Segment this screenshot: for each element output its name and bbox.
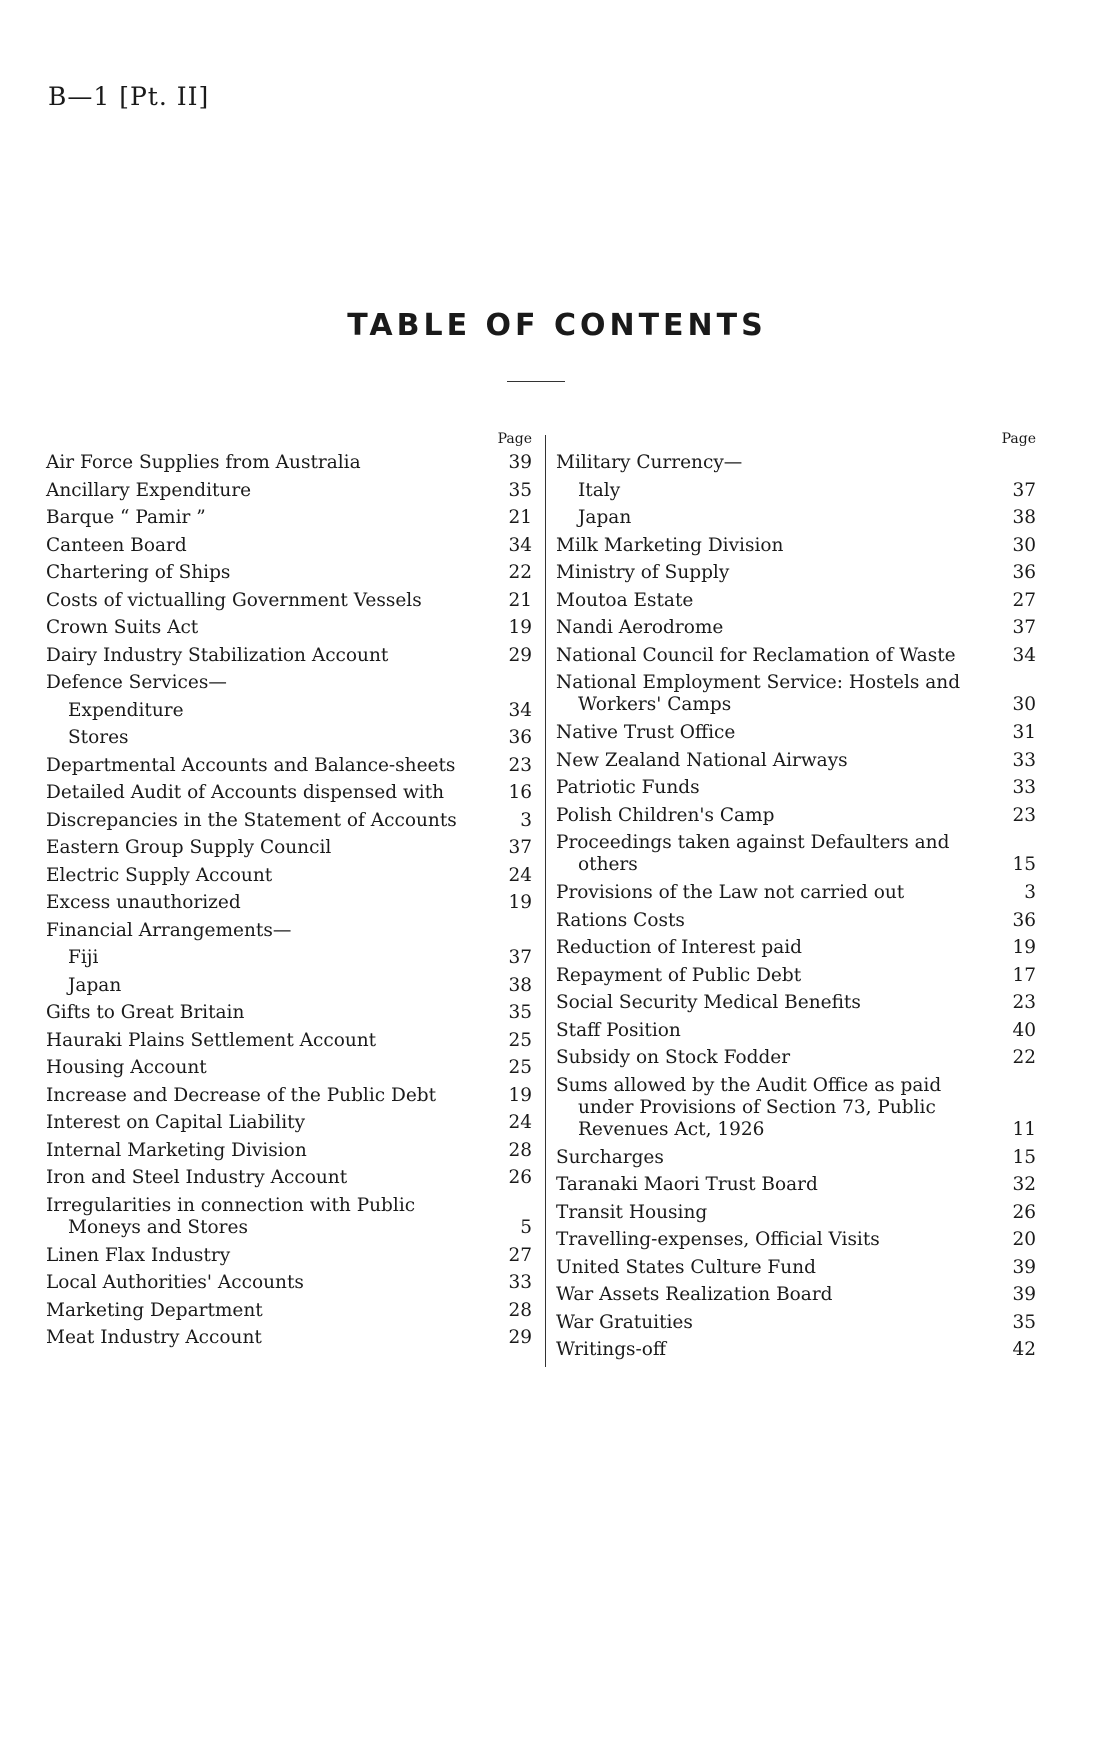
entry-label: Transit Housing: [556, 1201, 708, 1223]
contents-entry: [46, 1192, 536, 1242]
contents-entry: [556, 989, 1040, 1017]
contents-entry: [46, 752, 536, 780]
entry-label: Costs of victualling Government Vessels: [46, 589, 422, 611]
entry-page-number: 22: [508, 562, 532, 583]
contents-entry: [556, 1309, 1040, 1337]
contents-entry: [556, 774, 1040, 802]
entry-label: Japan: [68, 974, 122, 996]
entry-page-number: 25: [508, 1057, 532, 1078]
contents-entry: [46, 587, 536, 615]
entry-page-number: 24: [508, 1112, 532, 1133]
contents-entry: [46, 1242, 536, 1270]
contents-entry: [556, 829, 1040, 879]
contents-entry: [46, 1164, 536, 1192]
contents-entry: [46, 1109, 536, 1137]
contents-entry: [46, 779, 536, 807]
entry-page-number: 23: [508, 754, 532, 776]
entry-label: Departmental Accounts and Balance-sheets: [46, 754, 456, 776]
contents-entry: [46, 559, 536, 587]
contents-entry: [46, 642, 536, 670]
contents-entry: [46, 1027, 536, 1055]
entry-page-number: 23: [1012, 804, 1036, 826]
entry-page-number: 34: [508, 534, 532, 556]
entry-label: Social Security Medical Benefits: [556, 992, 861, 1013]
entry-page-number: 5: [520, 1216, 532, 1238]
entry-label: Travelling-expenses, Official Visits: [556, 1229, 880, 1250]
entry-page-number: 27: [508, 1244, 532, 1266]
entry-page-number: 24: [508, 864, 532, 886]
entry-label-line: Irregularities in connection with Public: [46, 1194, 416, 1216]
entry-label: War Assets Realization Board: [556, 1284, 833, 1305]
entry-page-number: 23: [1012, 992, 1036, 1013]
entry-page-number: 38: [508, 974, 532, 996]
entry-label: Air Force Supplies from Australia: [46, 452, 361, 473]
entry-label: Staff Position: [556, 1019, 681, 1041]
entry-page-number: 19: [508, 1084, 532, 1106]
entry-page-number: 26: [508, 1167, 532, 1188]
entry-label: Defence Services—: [46, 672, 227, 693]
entry-label: Linen Flax Industry: [46, 1244, 231, 1266]
entry-label: National Council for Reclamation of Waste: [556, 644, 956, 666]
contents-entry: [46, 1137, 536, 1165]
entry-label-line: Proceedings taken against Defaulters and: [556, 832, 950, 853]
entry-label-continuation: Workers' Camps: [578, 694, 732, 715]
entry-label: Detailed Audit of Accounts dispensed with: [46, 782, 445, 803]
contents-entry: [46, 477, 536, 505]
entry-label: Moutoa Estate: [556, 589, 694, 611]
contents-list-right: [556, 449, 1040, 1364]
entry-label: Writings-off: [556, 1339, 667, 1360]
contents-entry: [556, 1336, 1040, 1364]
entry-page-number: 31: [1012, 722, 1036, 743]
entry-page-number: 17: [1012, 964, 1036, 986]
entry-page-number: 42: [1012, 1339, 1036, 1360]
entry-page-number: 19: [508, 617, 532, 638]
entry-label: Local Authorities' Accounts: [46, 1272, 304, 1293]
contents-entry: [46, 1054, 536, 1082]
entry-page-number: 32: [1012, 1174, 1036, 1195]
entry-label: Financial Arrangements—: [46, 919, 292, 941]
contents-entry: [556, 962, 1040, 990]
entry-label: Crown Suits Act: [46, 617, 199, 638]
contents-entry: [556, 747, 1040, 775]
entry-label: Ancillary Expenditure: [46, 479, 252, 501]
entry-label: Eastern Group Supply Council: [46, 837, 332, 858]
entry-label: Native Trust Office: [556, 722, 736, 743]
entry-page-number: 30: [1012, 694, 1036, 715]
entry-page-number: 37: [1012, 479, 1036, 501]
entry-page-number: 35: [508, 1002, 532, 1023]
entry-page-number: 35: [508, 479, 532, 501]
entry-label: Gifts to Great Britain: [46, 1002, 245, 1023]
entry-page-number: 3: [1024, 882, 1036, 903]
entry-page-number: 15: [1012, 1146, 1036, 1168]
contents-entry: [46, 1297, 536, 1325]
contents-entry: [46, 614, 536, 642]
entry-label: [556, 672, 996, 716]
contents-entry: [556, 477, 1040, 505]
contents-entry: [46, 917, 536, 945]
contents-entry: [46, 697, 536, 725]
entry-page-number: 20: [1012, 1229, 1036, 1250]
entry-label: Electric Supply Account: [46, 864, 273, 886]
document-reference: B—1 [Pt. II]: [48, 82, 210, 111]
contents-entry: [556, 559, 1040, 587]
entry-label: Rations Costs: [556, 909, 685, 931]
entry-label: Increase and Decrease of the Public Debt: [46, 1084, 437, 1106]
contents-entry: [556, 879, 1040, 907]
entry-label: Discrepancies in the Statement of Accounts: [46, 809, 457, 831]
entry-label: Nandi Aerodrome: [556, 617, 724, 638]
contents-entry: [46, 972, 536, 1000]
entry-label: Fiji: [68, 947, 99, 968]
entry-page-number: 28: [508, 1299, 532, 1321]
contents-list-left: [46, 449, 536, 1352]
entry-label: United States Culture Fund: [556, 1256, 816, 1278]
entry-label: Internal Marketing Division: [46, 1139, 307, 1161]
entry-page-number: 36: [508, 727, 532, 748]
entry-label: Patriotic Funds: [556, 777, 700, 798]
entry-label: Subsidy on Stock Fodder: [556, 1047, 791, 1068]
entry-label-continuation: under Provisions of Section 73, Public: [578, 1096, 936, 1118]
entry-page-number: 33: [1012, 749, 1036, 771]
entry-page-number: 33: [508, 1272, 532, 1293]
entry-label-line: National Employment Service: Hostels and: [556, 672, 961, 693]
contents-entry: [46, 944, 536, 972]
entry-page-number: 34: [508, 699, 532, 721]
entry-label: Surcharges: [556, 1146, 664, 1168]
entry-page-number: 3: [520, 809, 532, 831]
entry-page-number: 19: [1012, 937, 1036, 958]
entry-label: [556, 832, 996, 876]
entry-page-number: 36: [1012, 909, 1036, 931]
entry-label: Milk Marketing Division: [556, 534, 784, 556]
contents-entry: [46, 669, 536, 697]
entry-label: Polish Children's Camp: [556, 804, 775, 826]
entry-page-number: 36: [1012, 562, 1036, 583]
entry-label: Repayment of Public Debt: [556, 964, 802, 986]
contents-entry: [556, 719, 1040, 747]
entry-page-number: 34: [1012, 644, 1036, 666]
entry-page-number: 25: [508, 1029, 532, 1051]
entry-page-number: 29: [508, 644, 532, 666]
entry-label: Marketing Department: [46, 1299, 263, 1321]
contents-entry: [556, 504, 1040, 532]
entry-page-number: 11: [1012, 1118, 1036, 1140]
entry-label: Expenditure: [68, 699, 184, 721]
contents-entry: [556, 1281, 1040, 1309]
entry-page-number: 39: [1012, 1284, 1036, 1305]
contents-entry: [556, 1144, 1040, 1172]
contents-entry: [46, 724, 536, 752]
page-title: TABLE OF CONTENTS: [347, 308, 767, 343]
entry-page-number: 38: [1012, 507, 1036, 528]
page-column-heading: Page: [1001, 431, 1036, 447]
entry-label: [556, 1075, 996, 1141]
contents-entry: [46, 862, 536, 890]
entry-label-continuation: Moneys and Stores: [68, 1216, 248, 1238]
entry-label: War Gratuities: [556, 1311, 693, 1333]
entry-label: Dairy Industry Stabilization Account: [46, 644, 389, 666]
contents-entry: [556, 642, 1040, 670]
contents-entry: [556, 1171, 1040, 1199]
entry-label: Canteen Board: [46, 534, 187, 556]
column-divider: [545, 435, 546, 1367]
entry-label: Barque “ Pamir ”: [46, 507, 206, 528]
contents-entry: [556, 614, 1040, 642]
contents-entry: [46, 1269, 536, 1297]
contents-entry: [556, 907, 1040, 935]
entry-page-number: 40: [1012, 1019, 1036, 1041]
contents-entry: [556, 449, 1040, 477]
entry-label: Italy: [578, 479, 621, 501]
entry-label: Stores: [68, 727, 129, 748]
entry-page-number: 16: [508, 782, 532, 803]
entry-page-number: 19: [508, 892, 532, 913]
contents-entry: [556, 532, 1040, 560]
contents-entry: [46, 1082, 536, 1110]
entry-page-number: 15: [1012, 854, 1036, 875]
entry-page-number: 29: [508, 1327, 532, 1348]
entry-label: Provisions of the Law not carried out: [556, 882, 905, 903]
entry-page-number: 37: [1012, 617, 1036, 638]
entry-page-number: 26: [1012, 1201, 1036, 1223]
contents-column-right: [556, 429, 1040, 1364]
entry-label: Interest on Capital Liability: [46, 1112, 306, 1133]
contents-entry: [556, 1226, 1040, 1254]
entry-page-number: 33: [1012, 777, 1036, 798]
entry-page-number: 30: [1012, 534, 1036, 556]
entry-page-number: 21: [508, 507, 532, 528]
contents-entry: [556, 802, 1040, 830]
entry-page-number: 21: [508, 589, 532, 611]
entry-page-number: 35: [1012, 1311, 1036, 1333]
entry-page-number: 27: [1012, 589, 1036, 611]
entry-page-number: 39: [1012, 1256, 1036, 1278]
entry-label: [46, 1195, 492, 1239]
entry-label: New Zealand National Airways: [556, 749, 848, 771]
entry-label: Hauraki Plains Settlement Account: [46, 1029, 377, 1051]
entry-label: Military Currency—: [556, 452, 743, 473]
entry-label: Taranaki Maori Trust Board: [556, 1174, 818, 1195]
title-rule: [507, 381, 565, 382]
contents-entry: [556, 1044, 1040, 1072]
contents-entry: [556, 587, 1040, 615]
contents-entry: [46, 999, 536, 1027]
entry-page-number: 22: [1012, 1047, 1036, 1068]
entry-page-number: 28: [508, 1139, 532, 1161]
contents-entry: [556, 1017, 1040, 1045]
entry-label: Excess unauthorized: [46, 892, 241, 913]
entry-page-number: 37: [508, 947, 532, 968]
contents-entry: [556, 1072, 1040, 1144]
contents-entry: [46, 532, 536, 560]
contents-entry: [46, 449, 536, 477]
contents-column-left: [46, 429, 536, 1352]
contents-entry: [46, 834, 536, 862]
entry-label-continuation: others: [578, 854, 638, 875]
entry-label: Iron and Steel Industry Account: [46, 1167, 348, 1188]
entry-page-number: 37: [508, 837, 532, 858]
entry-label-line: Sums allowed by the Audit Office as paid: [556, 1074, 942, 1096]
contents-entry: [46, 889, 536, 917]
contents-entry: [556, 934, 1040, 962]
contents-entry: [556, 1199, 1040, 1227]
entry-page-number: 39: [508, 452, 532, 473]
contents-entry: [556, 1254, 1040, 1282]
contents-entry: [556, 669, 1040, 719]
entry-label: Japan: [578, 507, 632, 528]
entry-label-continuation: Revenues Act, 1926: [578, 1118, 765, 1140]
entry-label: Reduction of Interest paid: [556, 937, 802, 958]
entry-label: Meat Industry Account: [46, 1327, 262, 1348]
contents-entry: [46, 1324, 536, 1352]
entry-label: Ministry of Supply: [556, 562, 730, 583]
contents-entry: [46, 807, 536, 835]
entry-label: Housing Account: [46, 1057, 207, 1078]
page-column-heading: Page: [497, 431, 532, 447]
entry-label: Chartering of Ships: [46, 562, 231, 583]
contents-entry: [46, 504, 536, 532]
